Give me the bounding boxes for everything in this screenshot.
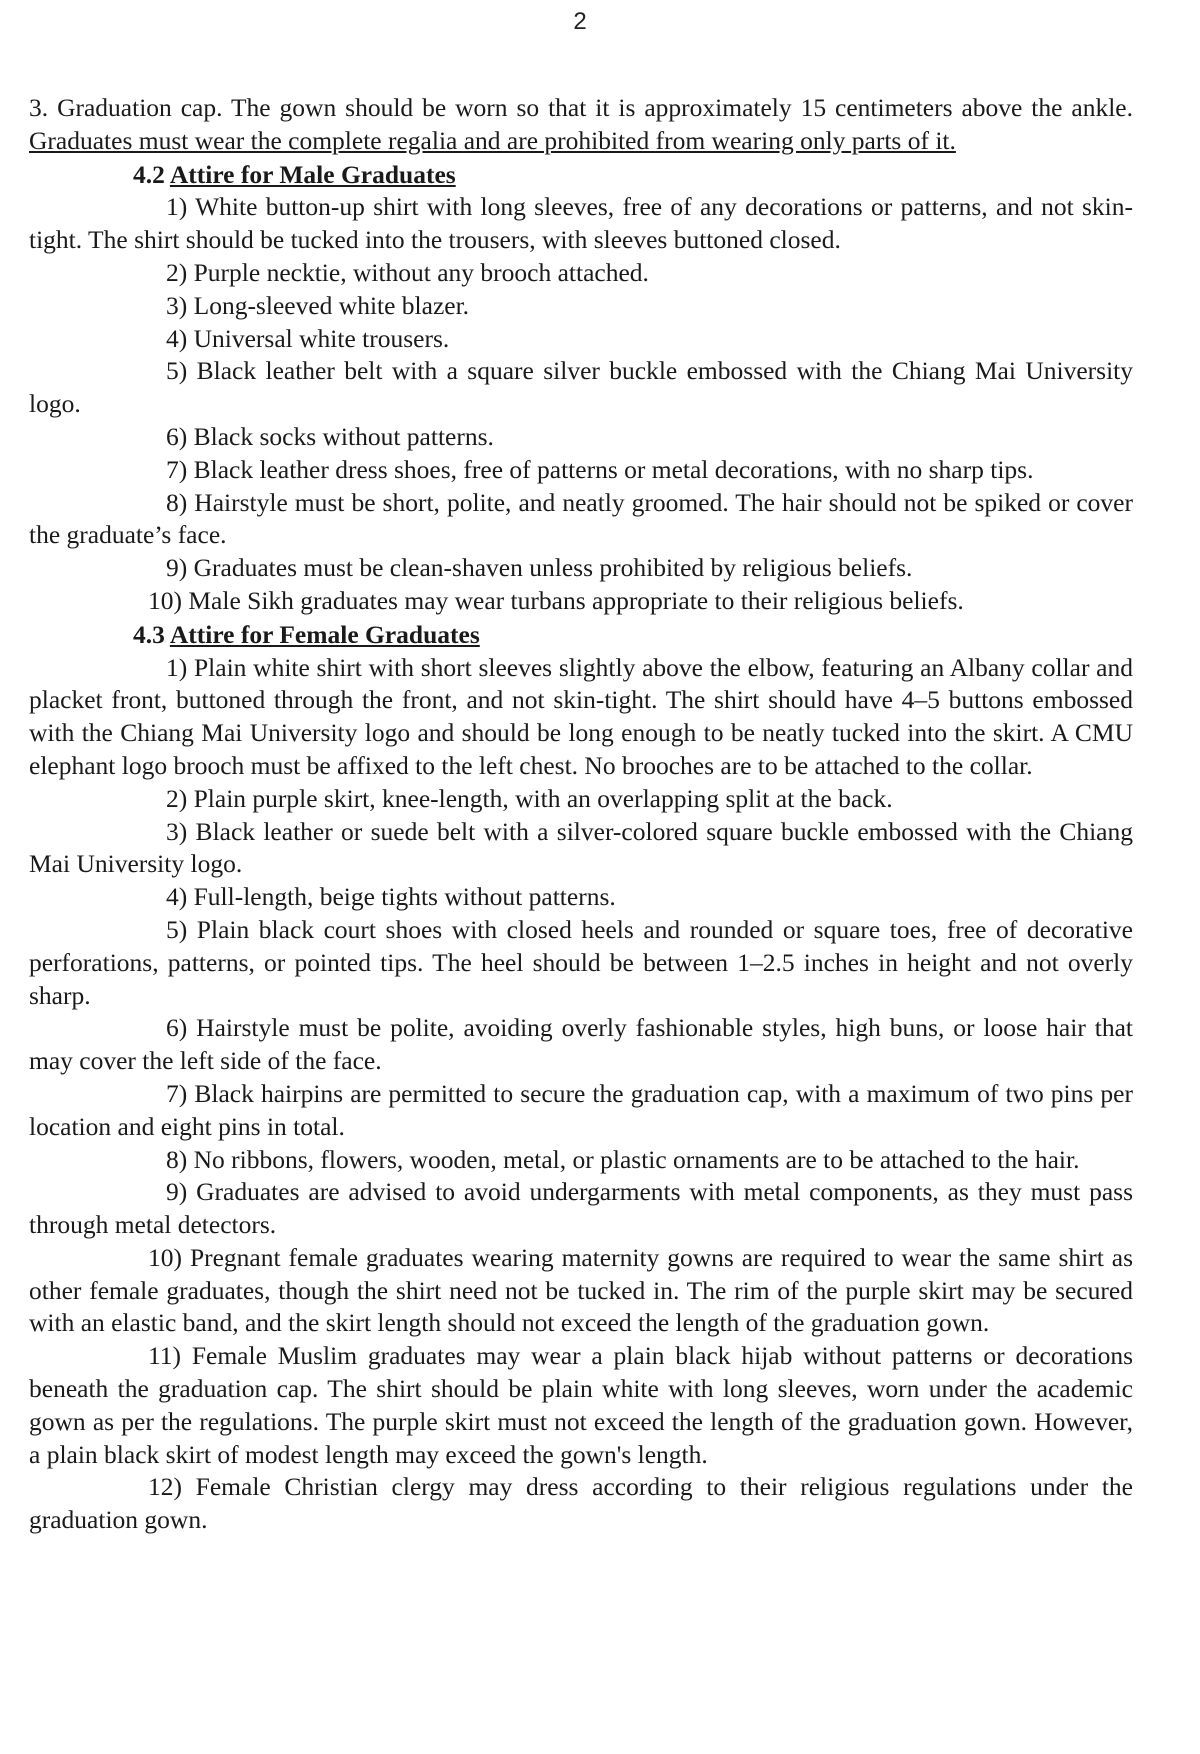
section-heading-female [29,619,1133,652]
female-item-2: 2) Plain purple skirt, knee-length, with an overlapping split at the back. [166,783,893,813]
male-item-3: 3) Long-sleeved white blazer. [166,290,470,320]
page-number: 2 [573,8,587,35]
female-item-11: 11) Female Muslim graduates may wear a plain black hijab without patterns or decorations beneath the graduation cap. The shirt should be plain white with long sleeves, worn under the academic gown as per the regulations. The purple skirt must not exceed the length of the graduation gown. However, a plain black skirt of modest length may exceed the gown's length. [29,1341,1133,1469]
section-number-male: 4.2 [133,159,170,189]
section-title-female: Attire for Female Graduates [169,619,480,649]
female-item-7: 7) Black hairpins are permitted to secure the graduation cap, with a maximum of two pins per location and eight pins in total. [29,1078,1133,1141]
male-item-4: 4) Universal white trousers. [166,323,450,353]
female-item-10: 10) Pregnant female graduates wearing maternity gowns are required to wear the same shirt as other female graduates, though the shirt need not be tucked in. The rim of the purple skirt may be secured with an elastic band, and the skirt length should not exceed the length of the graduation gown. [29,1242,1133,1338]
male-item-7: 7) Black leather dress shoes, free of patterns or metal decorations, with no sharp tips. [166,454,1034,484]
section-number-female: 4.3 [133,619,170,649]
section-heading-male [29,159,1133,192]
female-item-5: 5) Plain black court shoes with closed heels and rounded or square toes, free of decorative perforations, patterns, or pointed tips. The heel should be between 1–2.5 inches in height and not overly sharp. [29,914,1133,1010]
female-item-8: 8) No ribbons, flowers, wooden, metal, or plastic ornaments are to be attached to the hair. [166,1144,1080,1174]
male-item-10: 10) Male Sikh graduates may wear turbans appropriate to their religious beliefs. [148,585,964,615]
male-item-5: 5) Black leather belt with a square silver buckle embossed with the Chiang Mai University logo. [29,356,1133,419]
male-item-6: 6) Black socks without patterns. [166,421,494,451]
female-item-1: 1) Plain white shirt with short sleeves slightly above the elbow, featuring an Albany collar and placket front, buttoned through the front, and not skin-tight. The shirt should have 4–5 buttons embossed with the Chiang Mai University logo and should be long enough to be neatly tucked into the skirt. A CMU elephant logo brooch must be affixed to the left chest. No brooches are to be attached to the collar. [29,652,1133,780]
document-body [29,92,1133,1537]
male-item-2: 2) Purple necktie, without any brooch attached. [166,257,649,287]
section-title-male: Attire for Male Graduates [169,159,456,189]
female-item-12: 12) Female Christian clergy may dress according to their religious regulations under the graduation gown. [29,1472,1133,1535]
female-item-9: 9) Graduates are advised to avoid undergarments with metal components, as they must pass through metal detectors. [29,1177,1133,1240]
female-item-6: 6) Hairstyle must be polite, avoiding overly fashionable styles, high buns, or loose hair that may cover the left side of the face. [29,1013,1133,1076]
male-item-1: 1) White button-up shirt with long sleeves, free of any decorations or patterns, and not skin-tight. The shirt should be tucked into the trousers, with sleeves buttoned closed. [29,192,1133,255]
male-item-9: 9) Graduates must be clean-shaven unless prohibited by religious beliefs. [166,553,913,583]
intro-text: 3. Graduation cap. The gown should be worn so that it is approximately 15 centimeters above the ankle. [29,93,1133,122]
female-item-3: 3) Black leather or suede belt with a silver-colored square buckle embossed with the Chiang Mai University logo. [29,816,1133,879]
intro-underlined-text: Graduates must wear the complete regalia and are prohibited from wearing only parts of it. [29,125,956,155]
intro-paragraph [29,92,1133,158]
female-item-4: 4) Full-length, beige tights without patterns. [166,882,616,912]
male-item-8: 8) Hairstyle must be short, polite, and neatly groomed. The hair should not be spiked or cover the graduate’s face. [29,487,1133,550]
